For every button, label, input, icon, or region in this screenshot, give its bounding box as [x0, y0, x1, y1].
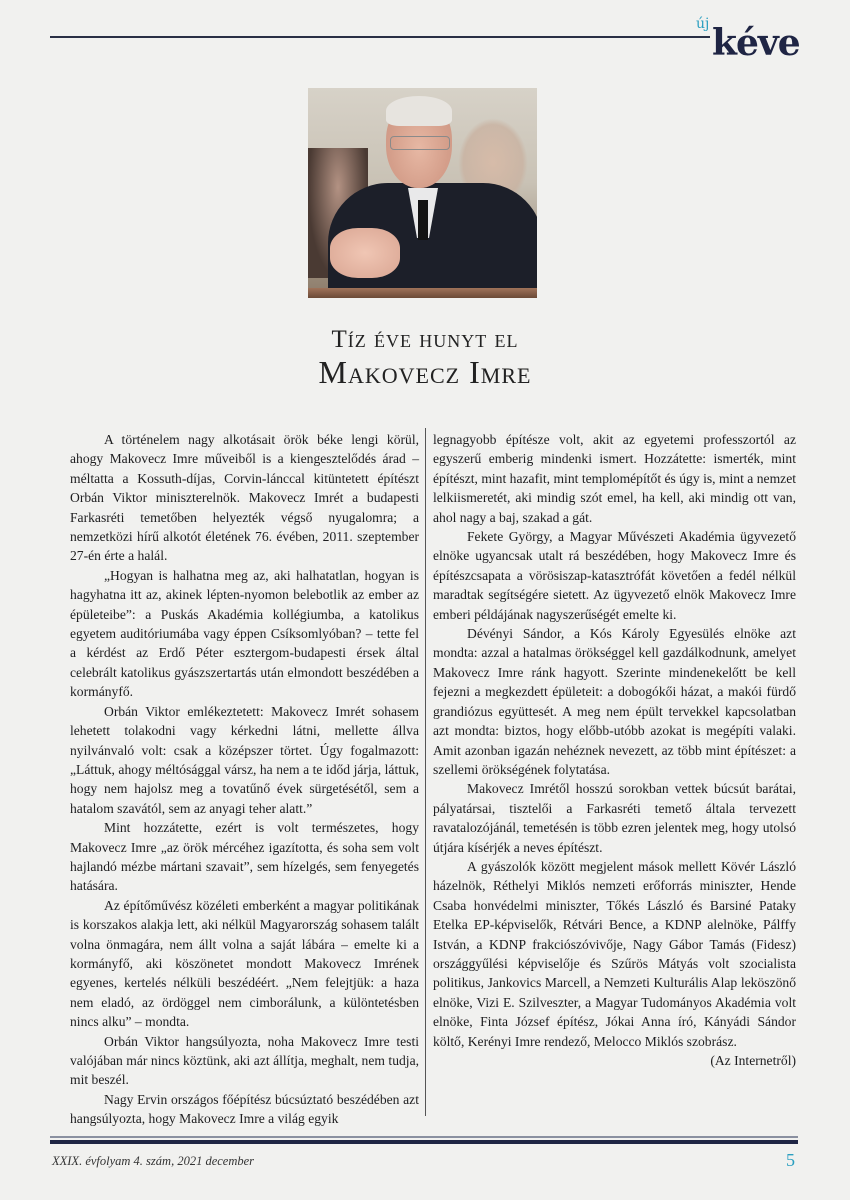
footer-rule-thin [50, 1136, 798, 1138]
page-number: 5 [786, 1150, 795, 1170]
header-rule [50, 36, 710, 38]
paragraph: Fekete György, a Magyar Művészeti Akadémia ügyvezető elnöke ugyancsak utalt rá beszédében, hogy Makovecz Imre és építészcsapata a vörösiszap-katasztrófát követően a fedél nélkül maradtak segítségére sietett. Az ügyvezető elnök Makovecz Imre emberi példájának nagyszerűségét emelte ki. [433, 529, 796, 622]
paragraph-continuation: legnagyobb építésze volt, akit az egyetemi professzortól az egyszerű emberig mindenki ismert. Hozzátette: ismerték, mint építészt, mint hazafit, mint templomépítőt és úgy is, mint a nemzet lelkiismeretét, aki mindig szót emel, ha kell, aki mindig ott van, ahol nagy a baj, szakad a gát. [433, 432, 796, 525]
logo-uj: új [696, 16, 710, 32]
logo-keve: kéve [712, 22, 800, 64]
paragraph: „Hogyan is halhatna meg az, aki halhatatlan, hogyan is hagyhatna itt az, akinek lépten-nyomon belebotlik az ember az épületeibe”: a Puskás Akadémia kollégiumba, a katolikus egyetem auditóriumába vagy éppen Csíksomlyóban? – tette fel a kérdést az Erdő Péter esztergom-budapesti érsek által celebrált katolikus gyászszertartás után elmondott beszédében a kormányfő. [70, 567, 419, 700]
paragraph: Orbán Viktor hangsúlyozta, noha Makovecz Imre testi valójában már nincs köztünk, aki azt állítja, meghalt, nem tudja, mit beszél. [70, 1033, 419, 1088]
paragraph: Makovecz Imrétől hosszú sorokban vettek búcsút barátai, pályatársai, tisztelői a Farkasréti temető általa tervezett ravatalozójánál, temetésén is több ezren jelentek meg, hogy utolsó útjára kísérjék a neves építészt. [433, 781, 796, 855]
footer-rule-thick [50, 1140, 798, 1144]
right-column [433, 430, 796, 1070]
paragraph: Nagy Ervin országos főépítész búcsúztató beszédében azt hangsúlyozta, hogy Makovecz Imre a világ egyik [70, 1091, 419, 1127]
paragraph: Dévényi Sándor, a Kós Károly Egyesülés elnöke azt mondta: azzal a hatalmas örökséggel kell gazdálkodnunk, amelyet Makovecz Imre ránk hagyott. Szerinte mindenekelőtt be kell fejezni a megkezdett épületeit: a dobogókői házat, a makói fürdő grandiózus együttesét. A meg nem épült tervekkel kapcsolatban azt mondta: biztos, hogy előbb-utóbb azokat is megépíti valaki. Amit azonban igazán nehéznek nevezett, az több mint építészet: a szellemi örökségének folytatása. [433, 626, 796, 777]
paragraph: Az építőművész közéleti emberként a magyar politikának is korszakos alakja lett, aki nélkül Magyarország sohasem talált volna önmagára, nem állt volna a saját lábára – emelte ki a kormányfő, aki köszönetet mondott Makovecz Imrének egyenes, kertelés nélküli beszédéért. „Nem felejtjük: a haza nem eladó, az ördöggel nem cimborálunk, a különtetésben nincs alku” – mondta. [70, 897, 419, 1030]
article-title: Makovecz Imre [318, 354, 532, 390]
portrait-photo [308, 88, 537, 298]
column-divider [425, 428, 426, 1116]
article-kicker: Tíz éve hunyt el [331, 326, 519, 353]
issue-info: XXIX. évfolyam 4. szám, 2021 december [52, 1154, 255, 1168]
paragraph: Orbán Viktor emlékeztetett: Makovecz Imrét sohasem lehetett tolakodni vagy kérkedni látni, mellette állva nyilvánvaló volt: csak a középszer törtet. Úgy fogalmazott: „Láttuk, ahogy méltósággal vársz, ha nem a te időd járja, láttuk, hogy nem hajolsz meg a tovatűnő évek sürgetésétől, sem a hatalom szavától, sem az anyagi teher alatt.” [70, 703, 419, 816]
paragraph: A történelem nagy alkotásait örök béke lengi körül, ahogy Makovecz Imre műveiből is a kiengesztelődés árad – méltatta a Kossuth-díjas, Corvin-lánccal kitüntetett építészt Orbán Viktor miniszterelnök. Makovecz Imrét a budapesti Farkasréti temetőben helyezték végső nyugalomra; a nemzetközi hírű alkotót életének 76. évében, 2011. szeptember 27-én érte a halál. [70, 432, 419, 564]
left-column [70, 430, 419, 1129]
paragraph: A gyászolók között megjelent mások mellett Kövér László házelnök, Réthelyi Miklós nemzeti erőforrás miniszter, Hende Csaba honvédelmi miniszter, Tőkés László és Barsiné Pataky Etelka EP-képviselők, Rétvári Bence, a KDNP alelnöke, Pálffy István, a KDNP frakciószóvivője, Nagy Gábor Tamás (Fidesz) országgyűlési képviselője és Szűrös Mátyás volt szocialista politikus, Jankovics Marcell, a Nemzeti Kulturális Alap leköszönő elnöke, Vizi E. Szilveszter, a Magyar Tudományos Akadémia volt elnöke, Finta József építész, Jókai Anna író, Kányádi Sándor költő, Kerényi Imre rendező, Melocco Miklós szobrász. [433, 858, 796, 1049]
source-note: (Az Internetről) [710, 1053, 796, 1068]
paragraph: Mint hozzátette, ezért is volt természetes, hogy Makovecz Imre „az örök mércéhez igazította, és soha sem volt hajlandó mézbe mártani szavait”, sem hízelgés, sem fenyegetés hatására. [70, 820, 419, 894]
magazine-logo [686, 14, 816, 64]
